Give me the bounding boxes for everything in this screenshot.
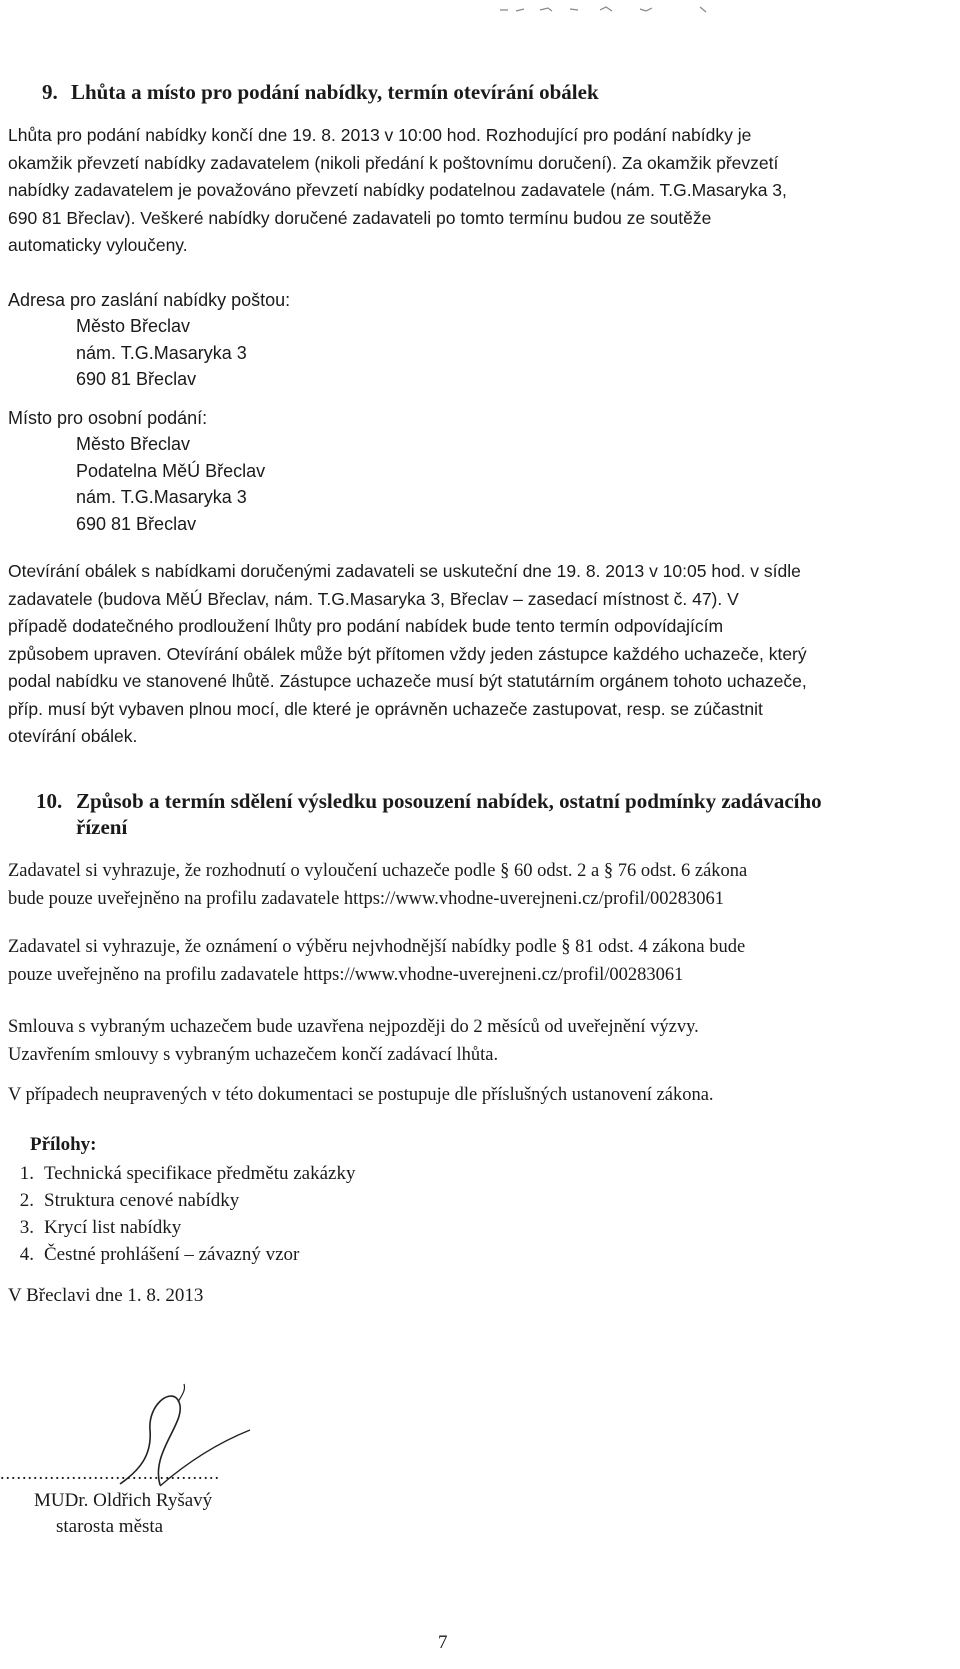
address-line: 690 81 Břeclav	[76, 369, 197, 389]
place-and-date: V Břeclavi dne 1. 8. 2013	[8, 1285, 204, 1306]
text-line: Otevírání obálek s nabídkami doručenými zadavateli se uskuteční dne 19. 8. 2013 v 10:05 hod. v sídle	[8, 561, 801, 581]
address-line: Podatelna MěÚ Břeclav	[76, 460, 266, 481]
list-item: 4. Čestné prohlášení – závazný vzor	[19, 1244, 300, 1265]
list-item: 2. Struktura cenové nabídky	[19, 1190, 240, 1211]
page-number: 7	[438, 1632, 448, 1653]
section-9-title-text: Lhůta a místo pro podání nabídky, termín otevírání obálek	[71, 80, 599, 104]
signatory-role: starosta města	[56, 1516, 164, 1537]
personal-delivery-heading: Místo pro osobní podání:	[8, 408, 208, 428]
address-line: nám. T.G.Masaryka 3	[76, 342, 247, 363]
section-9-number: 9.	[42, 80, 58, 104]
text-line: nabídky zadavatelem je považováno převzetí nabídky podatelnou zadavatele (nám. T.G.Masaryka 3,	[8, 180, 787, 200]
text-line: příp. musí být vybaven plnou mocí, dle které je oprávněn uchazeče zastupovat, resp. se zúčastnit	[8, 698, 763, 719]
text-line: Lhůta pro podání nabídky končí dne 19. 8. 2013 v 10:00 hod. Rozhodující pro podání nabídky je	[8, 125, 752, 145]
section-10-paragraph-1	[8, 858, 747, 913]
postal-address-heading: Adresa pro zaslání nabídky poštou:	[8, 290, 291, 310]
text-line: bude pouze uveřejněno na profilu zadavatele https://www.vhodne-uverejneni.cz/profil/00283061	[8, 888, 724, 909]
text-line: 690 81 Břeclav). Veškeré nabídky doručené zadavateli po tomto termínu budou ze soutěže	[8, 207, 712, 228]
attachments-heading: Přílohy:	[30, 1134, 97, 1155]
section-10-title-line: Způsob a termín sdělení výsledku posouzení nabídek, ostatní podmínky zadávacího	[76, 789, 822, 813]
section-10-paragraph-3	[8, 1014, 699, 1069]
signature-line: ........................................	[0, 1463, 220, 1483]
section-10-title	[36, 788, 822, 840]
text-line: zadavatele (budova MěÚ Břeclav, nám. T.G.Masaryka 3, Břeclav – zasedací místnost č. 47). V	[8, 588, 739, 609]
section-10-paragraph-4: V případech neupravených v této dokumentaci se postupuje dle příslušných ustanovení zákona.	[8, 1085, 714, 1105]
text-line: Smlouva s vybraným uchazečem bude uzavřena nejpozději do 2 měsíců od uveřejnění výzvy.	[8, 1017, 699, 1037]
text-line: otevírání obálek.	[8, 726, 138, 746]
text-line: Zadavatel si vyhrazuje, že rozhodnutí o vyloučení uchazeče podle § 60 odst. 2 a § 76 odst. 6 zákona	[8, 861, 748, 881]
section-10-title-line: řízení	[76, 815, 128, 839]
attachments-list	[8, 1160, 355, 1268]
section-9-paragraph-2	[8, 558, 807, 751]
list-item: 1. Technická specifikace předmětu zakázky	[19, 1163, 356, 1184]
list-item: 3. Krycí list nabídky	[19, 1217, 182, 1238]
address-line: Město Břeclav	[76, 316, 191, 336]
postal-address-block	[76, 313, 247, 393]
text-line: okamžik převzetí nabídky zadavatelem (nikoli předání k poštovnímu doručení). Za okamžik převzetí	[8, 152, 779, 173]
text-line: pouze uveřejněno na profilu zadavatele https://www.vhodne-uverejneni.cz/profil/00283061	[8, 964, 684, 985]
section-9-paragraph-1	[8, 122, 787, 260]
address-line: nám. T.G.Masaryka 3	[76, 487, 247, 507]
personal-delivery-block	[76, 431, 265, 537]
section-10-paragraph-2	[8, 934, 745, 989]
section-9-title	[42, 80, 599, 105]
scan-artifact-marks	[500, 4, 730, 14]
text-line: podal nabídku ve stanovené lhůtě. Zástupce uchazeče musí být statutárním orgánem tohoto uchazeče,	[8, 671, 807, 691]
address-line: 690 81 Břeclav	[76, 513, 197, 534]
text-line: automaticky vyloučeny.	[8, 235, 188, 255]
address-line: Město Břeclav	[76, 434, 191, 454]
section-10-number: 10.	[36, 789, 63, 813]
text-line: Zadavatel si vyhrazuje, že oznámení o výběru nejvhodnější nabídky podle § 81 odst. 4 zákona bude	[8, 937, 746, 957]
signatory-name: MUDr. Oldřich Ryšavý	[34, 1490, 213, 1511]
text-line: případě dodatečného prodloužení lhůty pro podání nabídek bude tento termín odpovídajícím	[8, 616, 724, 636]
text-line: způsobem upraven. Otevírání obálek může být přítomen vždy jeden zástupce každého uchazeče, který	[8, 643, 807, 664]
text-line: Uzavřením smlouvy s vybraným uchazečem končí zadávací lhůta.	[8, 1044, 499, 1065]
